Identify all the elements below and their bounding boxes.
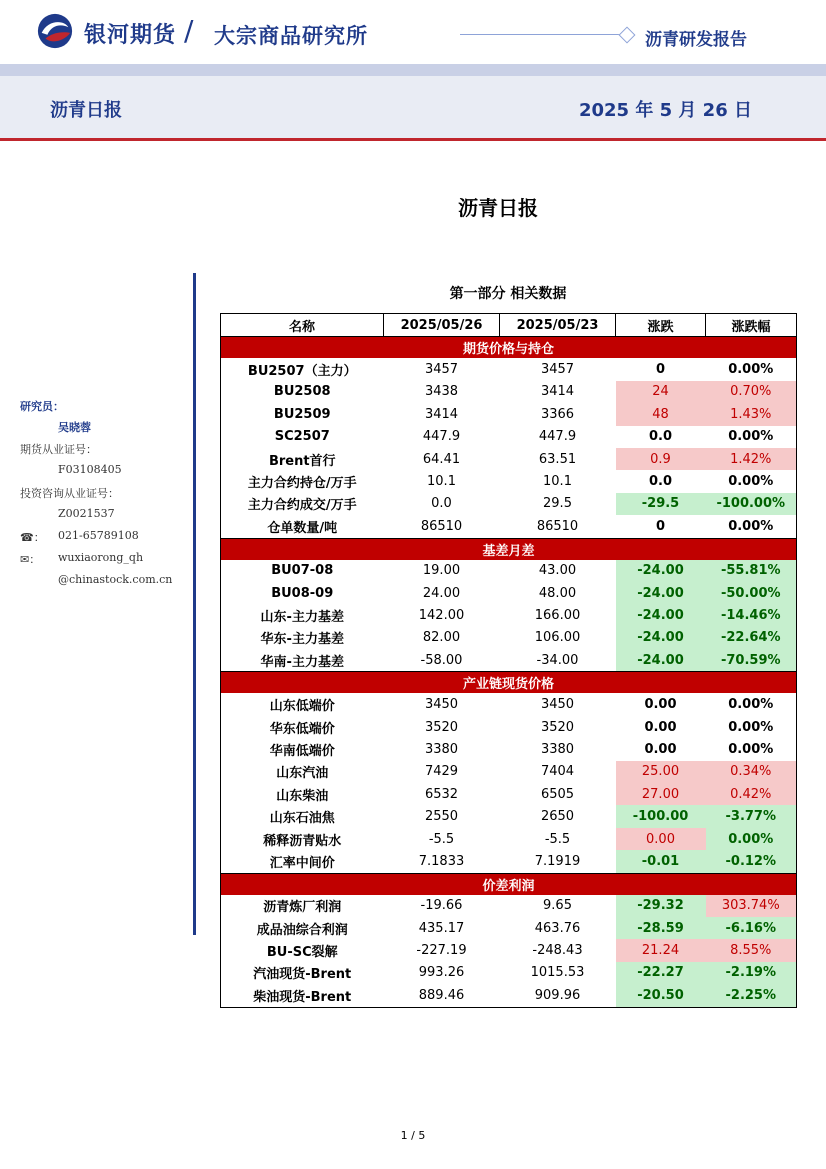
row-value-current: 435.17 xyxy=(418,920,465,936)
row-value-current: -5.5 xyxy=(428,831,455,847)
row-value-current: 3380 xyxy=(424,741,459,757)
row-value-current: 10.1 xyxy=(427,474,456,490)
row-value-previous: 7404 xyxy=(540,764,575,780)
researcher-name: 吴晓蓉 xyxy=(58,421,91,434)
row-value-current: 7429 xyxy=(424,764,459,780)
row-name: 山东柴油 xyxy=(221,783,384,805)
table-row xyxy=(221,426,797,448)
row-name: 主力合约成交/万手 xyxy=(221,493,384,515)
table-row xyxy=(221,448,797,470)
row-change: 21.24 xyxy=(616,939,706,961)
row-change: 27.00 xyxy=(616,783,706,805)
asphalt-data-table xyxy=(220,313,797,1008)
row-change: 0.00 xyxy=(616,828,706,850)
email-icon: ✉： xyxy=(20,553,41,566)
row-value-previous: -5.5 xyxy=(544,831,571,847)
col-header-date2: 2025/05/23 xyxy=(500,314,616,337)
page-title: 沥青日报 xyxy=(458,196,538,220)
section-title: 第一部分 相关数据 xyxy=(449,286,567,302)
row-change-pct: 0.70% xyxy=(706,381,797,403)
row-value-previous: 3450 xyxy=(540,697,575,713)
row-value-current: 993.26 xyxy=(418,965,465,981)
table-header-row xyxy=(221,314,797,337)
row-change: -24.00 xyxy=(616,604,706,626)
row-value-previous: 43.00 xyxy=(538,563,577,579)
table-row xyxy=(221,738,797,760)
row-value-previous: 3414 xyxy=(540,384,575,400)
diamond-icon xyxy=(619,27,636,44)
row-change: 0.0 xyxy=(648,429,673,445)
row-change-pct: 0.00% xyxy=(706,515,797,538)
row-change-pct: -100.00% xyxy=(706,493,797,515)
row-change: -29.32 xyxy=(616,895,706,917)
row-name: BU2507（主力） xyxy=(221,358,384,380)
table-row xyxy=(221,604,797,626)
row-name: 华南-主力基差 xyxy=(221,649,384,672)
table-row xyxy=(221,895,797,917)
row-value-current: 3450 xyxy=(424,697,459,713)
col-header-name: 名称 xyxy=(221,314,384,337)
report-header xyxy=(0,0,826,64)
row-value-current: 2550 xyxy=(424,809,459,825)
table-group-header xyxy=(221,337,797,359)
row-name: 汽油现货-Brent xyxy=(221,962,384,984)
row-change-pct: -2.25% xyxy=(706,984,797,1007)
row-value-current: 82.00 xyxy=(422,630,461,646)
row-value-previous: -248.43 xyxy=(532,943,583,959)
table-row xyxy=(221,850,797,873)
row-value-previous: -34.00 xyxy=(500,649,616,672)
table-row xyxy=(221,515,797,538)
row-value-current: 3520 xyxy=(424,719,459,735)
table-row xyxy=(221,805,797,827)
row-change-pct: -0.12% xyxy=(706,850,797,873)
phone-number: 021-65789108 xyxy=(58,529,139,542)
row-value-previous: 2650 xyxy=(540,809,575,825)
row-change: -100.00 xyxy=(616,805,706,827)
report-type: 沥青研发报告 xyxy=(645,30,747,50)
row-name: 稀释沥青贴水 xyxy=(221,828,384,850)
row-change-pct: 0.00% xyxy=(706,470,797,492)
row-name: 华南低端价 xyxy=(221,738,384,760)
group-title: 产业链现货价格 xyxy=(221,672,797,694)
row-change: 0.00 xyxy=(644,719,677,735)
group-title: 价差利润 xyxy=(221,873,797,895)
row-value-previous: 48.00 xyxy=(538,585,577,601)
row-value-current: 64.41 xyxy=(422,451,461,467)
row-change-pct: 0.34% xyxy=(706,761,797,783)
row-change: -20.50 xyxy=(616,984,706,1007)
row-change-pct: 0.00% xyxy=(706,358,797,380)
row-value-previous: 29.5 xyxy=(543,496,572,512)
row-change-pct: -70.59% xyxy=(706,649,797,672)
row-value-previous: 3380 xyxy=(540,741,575,757)
header-rule xyxy=(460,34,622,35)
row-change-pct: -55.81% xyxy=(706,560,797,582)
row-change: 0.0 xyxy=(648,474,673,490)
row-name: SC2507 xyxy=(221,426,384,448)
table-row xyxy=(221,828,797,850)
row-name: 山东石油焦 xyxy=(221,805,384,827)
row-name: 柴油现货-Brent xyxy=(221,984,384,1007)
row-value-previous: 3457 xyxy=(540,362,575,378)
page-number: 1 / 5 xyxy=(400,1129,426,1142)
researcher-label: 研究员： xyxy=(20,400,64,413)
col-header-change-pct: 涨跌幅 xyxy=(706,314,797,337)
row-name: BU08-09 xyxy=(221,582,384,604)
row-change: -0.01 xyxy=(616,850,706,873)
row-change: 48 xyxy=(616,403,706,425)
company-name: 银河期货 xyxy=(84,23,177,48)
table-group-header xyxy=(221,672,797,694)
table-row xyxy=(221,917,797,939)
table-group-header xyxy=(221,538,797,560)
row-change: 0.00 xyxy=(644,741,677,757)
row-change: 0 xyxy=(655,362,666,378)
row-change-pct: 8.55% xyxy=(706,939,797,961)
row-change-pct: -22.64% xyxy=(706,627,797,649)
row-value-current: 3438 xyxy=(424,384,459,400)
row-value-previous: 1015.53 xyxy=(530,965,585,981)
header-red-rule xyxy=(0,138,826,141)
table-row xyxy=(221,381,797,403)
row-change: -24.00 xyxy=(616,560,706,582)
row-name: 山东汽油 xyxy=(221,761,384,783)
row-value-current: 889.46 xyxy=(384,984,500,1007)
row-value-current: 447.9 xyxy=(422,429,461,445)
row-change: 0.9 xyxy=(616,448,706,470)
row-name: 主力合约持仓/万手 xyxy=(221,470,384,492)
row-change-pct: 0.00% xyxy=(706,426,797,448)
row-name: BU-SC裂解 xyxy=(221,939,384,961)
row-change-pct: 1.43% xyxy=(706,403,797,425)
row-change-pct: 0.00% xyxy=(706,828,797,850)
table-row xyxy=(221,560,797,582)
row-value-previous: 463.76 xyxy=(534,920,581,936)
table-row xyxy=(221,693,797,715)
row-name: 山东-主力基差 xyxy=(221,604,384,626)
row-name: 华东低端价 xyxy=(221,716,384,738)
institute-name: 大宗商品研究所 xyxy=(214,24,368,48)
row-change: 0 xyxy=(616,515,706,538)
row-value-previous: 909.96 xyxy=(500,984,616,1007)
row-change-pct: 0.42% xyxy=(706,783,797,805)
row-value-previous: 10.1 xyxy=(543,474,572,490)
row-change-pct: -2.19% xyxy=(706,962,797,984)
row-value-previous: 3366 xyxy=(540,406,575,422)
table-row xyxy=(221,627,797,649)
table-row xyxy=(221,493,797,515)
row-value-previous: 7.1919 xyxy=(500,850,616,873)
row-name: 沥青炼厂利润 xyxy=(221,895,384,917)
license-label: 期货从业证号： xyxy=(20,443,97,456)
row-change-pct: -6.16% xyxy=(706,917,797,939)
row-name: 山东低端价 xyxy=(221,693,384,715)
row-change: 25.00 xyxy=(616,761,706,783)
row-name: 仓单数量/吨 xyxy=(221,515,384,538)
row-value-current: 3414 xyxy=(424,406,459,422)
header-stripe xyxy=(0,64,826,76)
group-title: 期货价格与持仓 xyxy=(221,337,797,359)
row-value-previous: 86510 xyxy=(500,515,616,538)
band-title: 沥青日报 xyxy=(50,100,122,121)
row-value-current: 24.00 xyxy=(422,585,461,601)
table-row xyxy=(221,962,797,984)
row-name: 汇率中间价 xyxy=(221,850,384,873)
table-row xyxy=(221,403,797,425)
license-number: F03108405 xyxy=(58,463,122,476)
group-title: 基差月差 xyxy=(221,538,797,560)
table-row xyxy=(221,761,797,783)
row-name: 华东-主力基差 xyxy=(221,627,384,649)
row-value-current: -58.00 xyxy=(384,649,500,672)
row-value-current: -227.19 xyxy=(416,943,467,959)
row-name: BU2508 xyxy=(221,381,384,403)
table-row xyxy=(221,984,797,1007)
row-change: -24.00 xyxy=(616,582,706,604)
row-value-previous: 3520 xyxy=(540,719,575,735)
row-value-current: 86510 xyxy=(384,515,500,538)
row-name: BU07-08 xyxy=(221,560,384,582)
table-group-header xyxy=(221,873,797,895)
table-row xyxy=(221,358,797,380)
table-row xyxy=(221,582,797,604)
row-change-pct: -50.00% xyxy=(706,582,797,604)
table-row xyxy=(221,716,797,738)
row-change: -24.00 xyxy=(616,649,706,672)
col-header-change: 涨跌 xyxy=(616,314,706,337)
row-value-previous: 106.00 xyxy=(534,630,581,646)
row-change: -28.59 xyxy=(616,917,706,939)
row-value-previous: 63.51 xyxy=(538,451,577,467)
row-name: BU2509 xyxy=(221,403,384,425)
row-value-current: 19.00 xyxy=(422,563,461,579)
sidebar-divider xyxy=(193,273,196,935)
row-value-current: 7.1833 xyxy=(384,850,500,873)
email-user: wuxiaorong_qh xyxy=(58,551,144,564)
col-header-date1: 2025/05/26 xyxy=(384,314,500,337)
advisory-number: Z0021537 xyxy=(58,507,115,520)
table-row xyxy=(221,649,797,672)
row-change-pct: 0.00% xyxy=(706,693,797,715)
email-domain: @chinastock.com.cn xyxy=(58,573,173,586)
row-change: 24 xyxy=(616,381,706,403)
row-value-current: 3457 xyxy=(424,362,459,378)
row-name: Brent首行 xyxy=(221,448,384,470)
row-change-pct: -3.77% xyxy=(706,805,797,827)
row-value-current: 142.00 xyxy=(418,607,465,623)
galaxy-logo-icon xyxy=(36,12,74,50)
report-date: 2025 年 5 月 26 日 xyxy=(578,100,752,121)
row-value-previous: 9.65 xyxy=(543,898,572,914)
row-value-previous: 6505 xyxy=(540,786,575,802)
row-change: -24.00 xyxy=(616,627,706,649)
row-change-pct: -14.46% xyxy=(706,604,797,626)
row-change-pct: 0.00% xyxy=(706,716,797,738)
row-name: 成品油综合利润 xyxy=(221,917,384,939)
row-change-pct: 0.00% xyxy=(706,738,797,760)
phone-icon: ☎： xyxy=(20,531,45,544)
row-value-current: 0.0 xyxy=(431,496,452,512)
row-change: -29.5 xyxy=(616,493,706,515)
header-divider: / xyxy=(184,14,194,47)
row-value-previous: 447.9 xyxy=(538,429,577,445)
row-change-pct: 303.74% xyxy=(706,895,797,917)
row-change-pct: 1.42% xyxy=(706,448,797,470)
row-value-current: 6532 xyxy=(424,786,459,802)
row-value-previous: 166.00 xyxy=(534,607,581,623)
advisory-label: 投资咨询从业证号： xyxy=(20,487,119,500)
table-row xyxy=(221,939,797,961)
row-change: 0.00 xyxy=(644,697,677,713)
table-row xyxy=(221,783,797,805)
table-row xyxy=(221,470,797,492)
row-change: -22.27 xyxy=(616,962,706,984)
row-value-current: -19.66 xyxy=(420,898,463,914)
